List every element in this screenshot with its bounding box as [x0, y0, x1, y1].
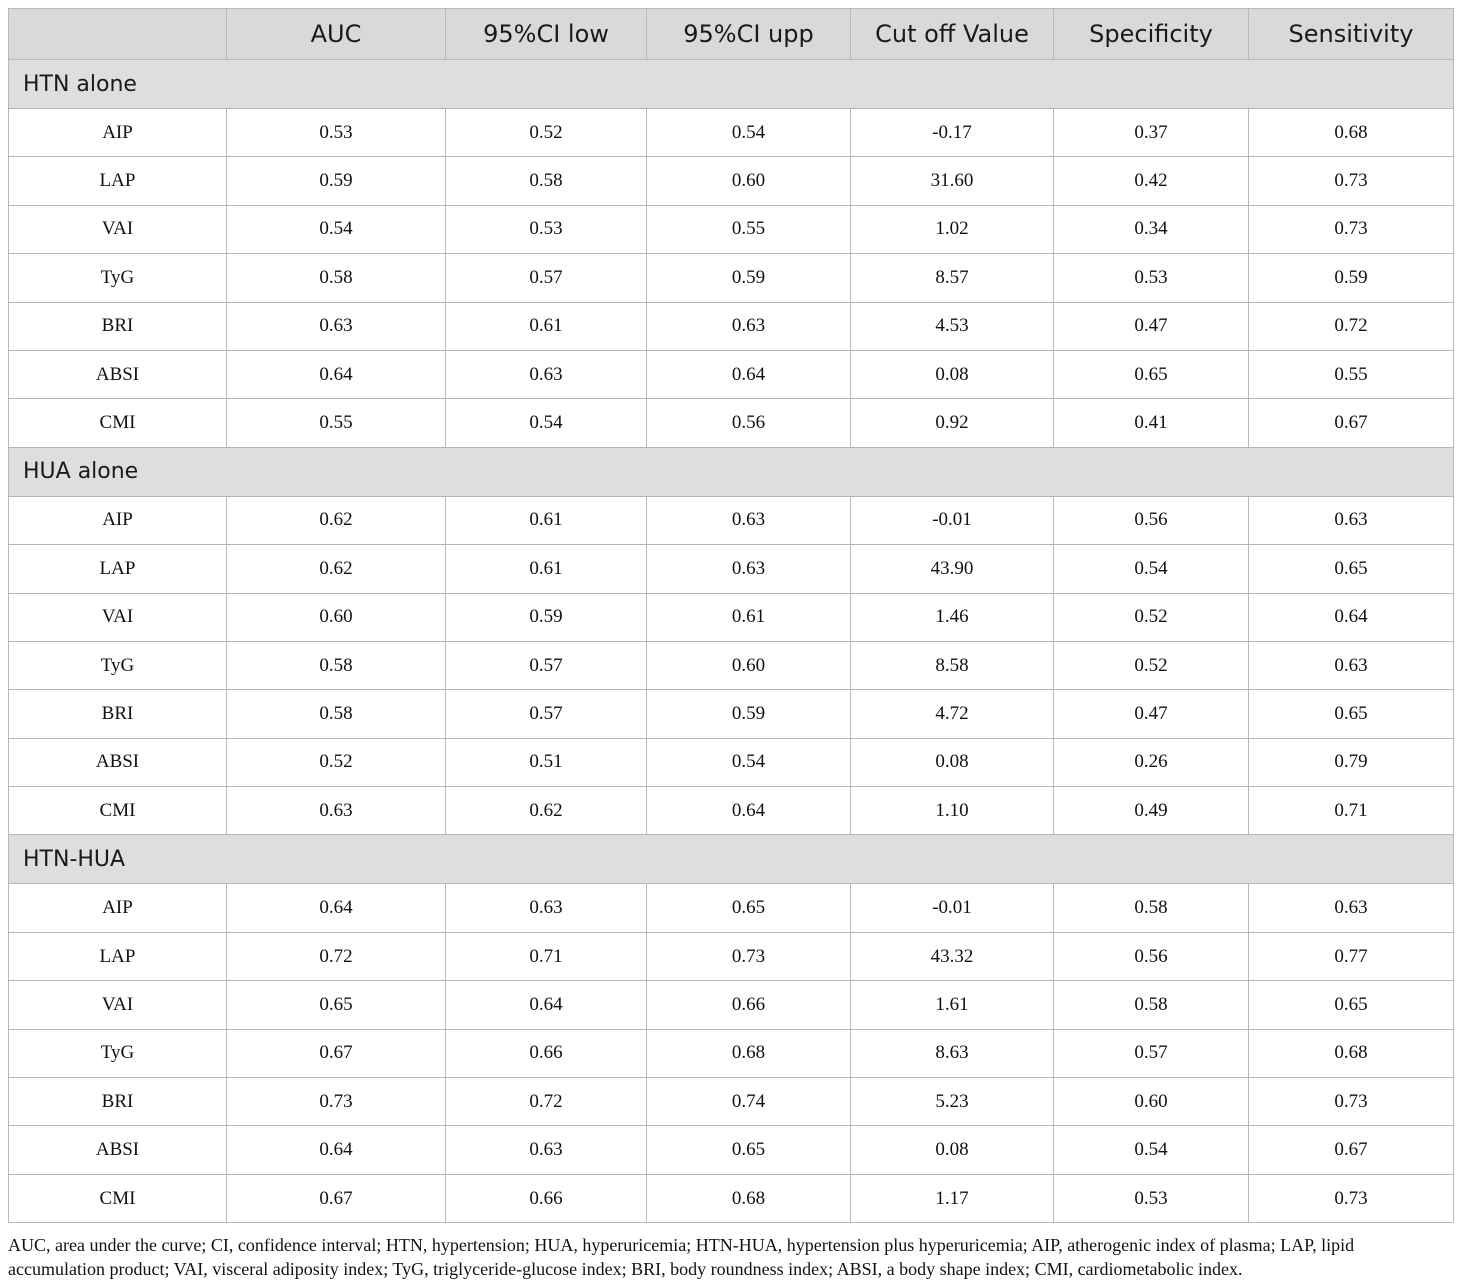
table-row [9, 109, 1454, 157]
cell-specificity: 0.52 [1054, 641, 1249, 689]
cell-cutoff: 43.32 [851, 932, 1054, 980]
table-row [9, 1174, 1454, 1222]
cell-ci-low: 0.64 [446, 981, 647, 1029]
cell-specificity: 0.54 [1054, 545, 1249, 593]
cell-ci-low: 0.66 [446, 1029, 647, 1077]
results-table [8, 8, 1454, 1223]
cell-specificity: 0.47 [1054, 690, 1249, 738]
cell-auc: 0.64 [227, 884, 446, 932]
header-cell-specificity: Specificity [1054, 9, 1249, 60]
table-footnote: AUC, area under the curve; CI, confidence interval; HTN, hypertension; HUA, hyperuricemia; HTN-HUA, hypertension plus hyperuricemia; AIP, atherogenic index of plasma; LAP, lipid accumulation product; VAI, visceral adiposity index; TyG, triglyceride-glucose index; BRI, body roundness index; ABSI, a body shape index; CMI, cardiometabolic index. [8, 1235, 1355, 1279]
cell-index: AIP [9, 109, 227, 157]
table-row [9, 350, 1454, 398]
cell-specificity: 0.56 [1054, 932, 1249, 980]
header-cell-cutoff: Cut off Value [851, 9, 1054, 60]
cell-index: BRI [9, 1078, 227, 1126]
cell-sensitivity: 0.73 [1249, 205, 1454, 253]
cell-auc: 0.53 [227, 109, 446, 157]
cell-specificity: 0.37 [1054, 109, 1249, 157]
cell-sensitivity: 0.68 [1249, 109, 1454, 157]
cell-auc: 0.67 [227, 1029, 446, 1077]
cell-auc: 0.59 [227, 157, 446, 205]
header-cell-ci-low: 95%CI low [446, 9, 647, 60]
header-cell-blank [9, 9, 227, 60]
table-row [9, 690, 1454, 738]
cell-sensitivity: 0.65 [1249, 981, 1454, 1029]
cell-specificity: 0.58 [1054, 981, 1249, 1029]
cell-sensitivity: 0.77 [1249, 932, 1454, 980]
group-row [9, 60, 1454, 109]
cell-auc: 0.58 [227, 641, 446, 689]
table-row [9, 738, 1454, 786]
table-row [9, 399, 1454, 447]
cell-auc: 0.60 [227, 593, 446, 641]
cell-ci-low: 0.71 [446, 932, 647, 980]
cell-auc: 0.67 [227, 1174, 446, 1222]
cell-cutoff: 1.17 [851, 1174, 1054, 1222]
cell-auc: 0.73 [227, 1078, 446, 1126]
cell-cutoff: 1.10 [851, 787, 1054, 835]
cell-ci-upp: 0.74 [647, 1078, 851, 1126]
cell-ci-low: 0.63 [446, 350, 647, 398]
cell-index: TyG [9, 641, 227, 689]
cell-index: ABSI [9, 1126, 227, 1174]
cell-ci-low: 0.61 [446, 302, 647, 350]
cell-specificity: 0.58 [1054, 884, 1249, 932]
cell-cutoff: 0.08 [851, 1126, 1054, 1174]
cell-ci-low: 0.63 [446, 884, 647, 932]
cell-cutoff: 0.08 [851, 738, 1054, 786]
cell-cutoff: 4.53 [851, 302, 1054, 350]
cell-specificity: 0.34 [1054, 205, 1249, 253]
table-row [9, 545, 1454, 593]
cell-index: BRI [9, 302, 227, 350]
cell-cutoff: 4.72 [851, 690, 1054, 738]
cell-cutoff: 31.60 [851, 157, 1054, 205]
cell-sensitivity: 0.63 [1249, 641, 1454, 689]
cell-index: VAI [9, 981, 227, 1029]
cell-ci-low: 0.58 [446, 157, 647, 205]
cell-ci-upp: 0.68 [647, 1029, 851, 1077]
cell-ci-upp: 0.54 [647, 738, 851, 786]
cell-index: LAP [9, 932, 227, 980]
table-row [9, 1126, 1454, 1174]
group-row [9, 447, 1454, 496]
cell-specificity: 0.56 [1054, 496, 1249, 544]
cell-auc: 0.55 [227, 399, 446, 447]
cell-ci-low: 0.52 [446, 109, 647, 157]
header-cell-auc: AUC [227, 9, 446, 60]
cell-cutoff: 0.08 [851, 350, 1054, 398]
cell-sensitivity: 0.68 [1249, 1029, 1454, 1077]
cell-auc: 0.58 [227, 254, 446, 302]
cell-sensitivity: 0.65 [1249, 545, 1454, 593]
cell-sensitivity: 0.55 [1249, 350, 1454, 398]
cell-ci-low: 0.57 [446, 690, 647, 738]
cell-cutoff: 1.02 [851, 205, 1054, 253]
cell-ci-low: 0.66 [446, 1174, 647, 1222]
cell-auc: 0.62 [227, 496, 446, 544]
cell-specificity: 0.49 [1054, 787, 1249, 835]
cell-sensitivity: 0.73 [1249, 1078, 1454, 1126]
table-row [9, 1029, 1454, 1077]
cell-ci-upp: 0.55 [647, 205, 851, 253]
cell-specificity: 0.42 [1054, 157, 1249, 205]
cell-ci-upp: 0.66 [647, 981, 851, 1029]
table-row [9, 302, 1454, 350]
cell-ci-upp: 0.68 [647, 1174, 851, 1222]
cell-specificity: 0.53 [1054, 1174, 1249, 1222]
table-row [9, 157, 1454, 205]
header-row [9, 9, 1454, 60]
cell-cutoff: -0.17 [851, 109, 1054, 157]
cell-specificity: 0.41 [1054, 399, 1249, 447]
table-row [9, 981, 1454, 1029]
cell-auc: 0.65 [227, 981, 446, 1029]
table-row [9, 205, 1454, 253]
cell-ci-upp: 0.54 [647, 109, 851, 157]
cell-auc: 0.54 [227, 205, 446, 253]
cell-auc: 0.62 [227, 545, 446, 593]
cell-index: AIP [9, 496, 227, 544]
table-row [9, 254, 1454, 302]
cell-cutoff: -0.01 [851, 884, 1054, 932]
cell-index: VAI [9, 593, 227, 641]
cell-specificity: 0.53 [1054, 254, 1249, 302]
cell-index: CMI [9, 787, 227, 835]
cell-index: TyG [9, 254, 227, 302]
table-header [9, 9, 1454, 60]
cell-index: LAP [9, 545, 227, 593]
cell-sensitivity: 0.72 [1249, 302, 1454, 350]
cell-auc: 0.63 [227, 787, 446, 835]
cell-sensitivity: 0.59 [1249, 254, 1454, 302]
cell-auc: 0.64 [227, 1126, 446, 1174]
header-cell-ci-upp: 95%CI upp [647, 9, 851, 60]
cell-cutoff: 5.23 [851, 1078, 1054, 1126]
cell-specificity: 0.60 [1054, 1078, 1249, 1126]
cell-sensitivity: 0.67 [1249, 1126, 1454, 1174]
cell-cutoff: 1.46 [851, 593, 1054, 641]
cell-ci-low: 0.51 [446, 738, 647, 786]
cell-ci-upp: 0.61 [647, 593, 851, 641]
cell-sensitivity: 0.73 [1249, 1174, 1454, 1222]
cell-ci-upp: 0.64 [647, 350, 851, 398]
cell-ci-upp: 0.65 [647, 884, 851, 932]
cell-ci-upp: 0.63 [647, 302, 851, 350]
cell-specificity: 0.65 [1054, 350, 1249, 398]
table-row [9, 1078, 1454, 1126]
cell-index: BRI [9, 690, 227, 738]
cell-ci-low: 0.62 [446, 787, 647, 835]
cell-ci-low: 0.61 [446, 496, 647, 544]
cell-index: AIP [9, 884, 227, 932]
cell-ci-low: 0.57 [446, 641, 647, 689]
cell-sensitivity: 0.63 [1249, 884, 1454, 932]
header-cell-sensitivity: Sensitivity [1249, 9, 1454, 60]
table-row [9, 884, 1454, 932]
table-row [9, 641, 1454, 689]
cell-index: VAI [9, 205, 227, 253]
cell-specificity: 0.26 [1054, 738, 1249, 786]
cell-ci-low: 0.57 [446, 254, 647, 302]
cell-specificity: 0.47 [1054, 302, 1249, 350]
cell-index: CMI [9, 399, 227, 447]
group-row [9, 835, 1454, 884]
cell-sensitivity: 0.79 [1249, 738, 1454, 786]
cell-ci-low: 0.72 [446, 1078, 647, 1126]
cell-ci-upp: 0.56 [647, 399, 851, 447]
cell-index: ABSI [9, 350, 227, 398]
cell-index: LAP [9, 157, 227, 205]
cell-cutoff: -0.01 [851, 496, 1054, 544]
cell-auc: 0.52 [227, 738, 446, 786]
cell-cutoff: 8.63 [851, 1029, 1054, 1077]
cell-index: ABSI [9, 738, 227, 786]
cell-ci-upp: 0.60 [647, 157, 851, 205]
group-label: HUA alone [9, 447, 1454, 496]
cell-sensitivity: 0.71 [1249, 787, 1454, 835]
cell-ci-upp: 0.73 [647, 932, 851, 980]
cell-ci-upp: 0.64 [647, 787, 851, 835]
cell-sensitivity: 0.65 [1249, 690, 1454, 738]
table-row [9, 932, 1454, 980]
cell-index: TyG [9, 1029, 227, 1077]
cell-cutoff: 1.61 [851, 981, 1054, 1029]
cell-cutoff: 43.90 [851, 545, 1054, 593]
cell-ci-low: 0.63 [446, 1126, 647, 1174]
cell-auc: 0.64 [227, 350, 446, 398]
table-container [8, 8, 1453, 1223]
cell-sensitivity: 0.73 [1249, 157, 1454, 205]
cell-cutoff: 8.58 [851, 641, 1054, 689]
cell-ci-low: 0.54 [446, 399, 647, 447]
table-row [9, 496, 1454, 544]
cell-ci-low: 0.59 [446, 593, 647, 641]
cell-auc: 0.72 [227, 932, 446, 980]
cell-ci-upp: 0.65 [647, 1126, 851, 1174]
cell-ci-upp: 0.63 [647, 545, 851, 593]
cell-specificity: 0.57 [1054, 1029, 1249, 1077]
cell-ci-upp: 0.63 [647, 496, 851, 544]
table-row [9, 593, 1454, 641]
group-label: HTN-HUA [9, 835, 1454, 884]
cell-ci-low: 0.61 [446, 545, 647, 593]
cell-ci-upp: 0.60 [647, 641, 851, 689]
cell-sensitivity: 0.64 [1249, 593, 1454, 641]
cell-specificity: 0.54 [1054, 1126, 1249, 1174]
cell-sensitivity: 0.63 [1249, 496, 1454, 544]
cell-ci-upp: 0.59 [647, 690, 851, 738]
cell-ci-low: 0.53 [446, 205, 647, 253]
cell-auc: 0.58 [227, 690, 446, 738]
cell-sensitivity: 0.67 [1249, 399, 1454, 447]
cell-index: CMI [9, 1174, 227, 1222]
cell-cutoff: 8.57 [851, 254, 1054, 302]
table-row [9, 787, 1454, 835]
cell-specificity: 0.52 [1054, 593, 1249, 641]
cell-auc: 0.63 [227, 302, 446, 350]
table-body [9, 60, 1454, 1223]
cell-ci-upp: 0.59 [647, 254, 851, 302]
group-label: HTN alone [9, 60, 1454, 109]
cell-cutoff: 0.92 [851, 399, 1054, 447]
